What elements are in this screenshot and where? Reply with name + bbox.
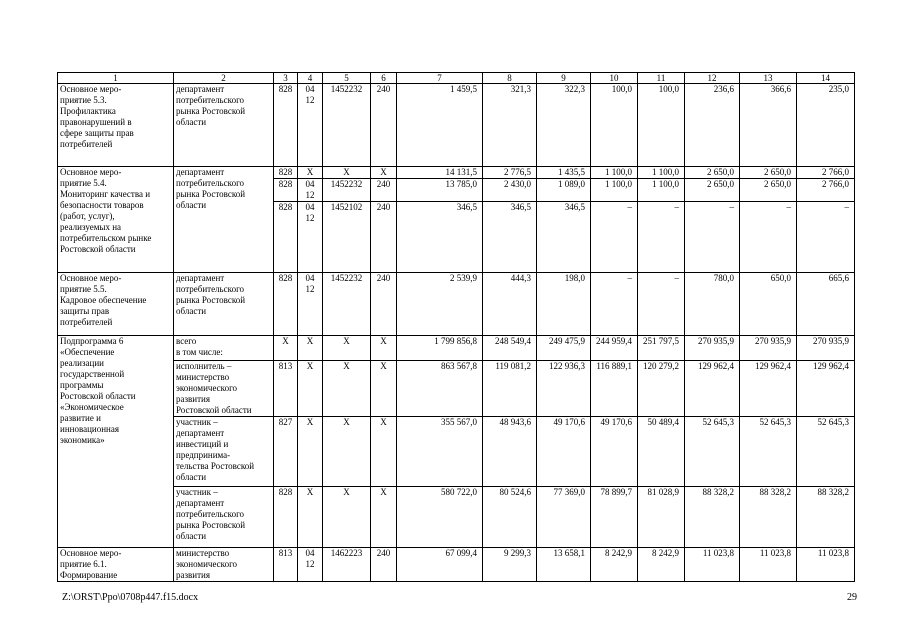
grbs-code-cell: 828 xyxy=(274,179,298,202)
grbs-code-cell: 827 xyxy=(274,417,298,487)
amount-cell: 120 279,2 xyxy=(638,361,685,417)
amount-cell: – xyxy=(685,202,740,273)
expense-type-cell: 240 xyxy=(371,273,397,336)
column-header: 6 xyxy=(371,73,397,84)
amount-cell: 100,0 xyxy=(638,84,685,167)
section-code-cell: 04 12 xyxy=(298,548,323,582)
column-header: 5 xyxy=(323,73,371,84)
amount-cell: 1 089,0 xyxy=(537,179,591,202)
target-code-cell: Х xyxy=(323,336,371,361)
target-code-cell: Х xyxy=(323,361,371,417)
grbs-code-cell: 828 xyxy=(274,84,298,167)
section-code-cell: 04 12 xyxy=(298,273,323,336)
amount-cell: 129 962,4 xyxy=(797,361,855,417)
amount-cell: 52 645,3 xyxy=(685,417,740,487)
expense-type-cell: 240 xyxy=(371,179,397,202)
amount-cell: 346,5 xyxy=(537,202,591,273)
amount-cell: 2 766,0 xyxy=(797,179,855,202)
amount-cell: 1 435,5 xyxy=(537,167,591,179)
target-code-cell: 1452102 xyxy=(323,202,371,273)
amount-cell: – xyxy=(638,273,685,336)
header-row xyxy=(58,73,855,84)
amount-cell: 78 899,7 xyxy=(591,487,638,548)
expense-type-cell: Х xyxy=(371,487,397,548)
amount-cell: 50 489,4 xyxy=(638,417,685,487)
amount-cell: – xyxy=(638,202,685,273)
expense-type-cell: Х xyxy=(371,417,397,487)
table-row xyxy=(58,273,855,336)
amount-cell: 129 962,4 xyxy=(740,361,797,417)
amount-cell: 77 369,0 xyxy=(537,487,591,548)
amount-cell: 8 242,9 xyxy=(591,548,638,582)
executor-cell: всего в том числе: xyxy=(174,336,274,361)
column-header: 3 xyxy=(274,73,298,84)
table-row xyxy=(58,487,855,548)
amount-cell: 665,6 xyxy=(797,273,855,336)
amount-cell: 2 776,5 xyxy=(483,167,537,179)
amount-cell: 270 935,9 xyxy=(685,336,740,361)
column-header: 8 xyxy=(483,73,537,84)
amount-cell: 122 936,3 xyxy=(537,361,591,417)
column-header: 1 xyxy=(58,73,174,84)
amount-cell: 52 645,3 xyxy=(740,417,797,487)
section-code-cell: Х xyxy=(298,336,323,361)
amount-cell: 67 099,4 xyxy=(397,548,483,582)
amount-cell: 2 539,9 xyxy=(397,273,483,336)
section-code-cell: 04 12 xyxy=(298,84,323,167)
amount-cell: 88 328,2 xyxy=(685,487,740,548)
executor-cell: департамент потребительского рынка Ростовской области xyxy=(174,167,274,273)
amount-cell: 236,6 xyxy=(685,84,740,167)
amount-cell: 780,0 xyxy=(685,273,740,336)
amount-cell: 321,3 xyxy=(483,84,537,167)
table-row xyxy=(58,84,855,167)
amount-cell: 2 650,0 xyxy=(685,179,740,202)
amount-cell: 244 959,4 xyxy=(591,336,638,361)
executor-cell: министерство экономического развития xyxy=(174,548,274,582)
amount-cell: 9 299,3 xyxy=(483,548,537,582)
amount-cell: – xyxy=(797,202,855,273)
executor-cell: участник – департамент потребительского рынка Ростовской области xyxy=(174,487,274,548)
amount-cell: 11 023,8 xyxy=(740,548,797,582)
page-number: 29 xyxy=(847,592,857,603)
target-code-cell: 1452232 xyxy=(323,84,371,167)
amount-cell: 251 797,5 xyxy=(638,336,685,361)
amount-cell: 580 722,0 xyxy=(397,487,483,548)
target-code-cell: Х xyxy=(323,417,371,487)
amount-cell: 116 889,1 xyxy=(591,361,638,417)
amount-cell: – xyxy=(740,202,797,273)
amount-cell: 355 567,0 xyxy=(397,417,483,487)
amount-cell: 270 935,9 xyxy=(740,336,797,361)
amount-cell: 346,5 xyxy=(483,202,537,273)
amount-cell: 129 962,4 xyxy=(685,361,740,417)
section-code-cell: Х xyxy=(298,417,323,487)
column-header: 9 xyxy=(537,73,591,84)
target-code-cell: 1452232 xyxy=(323,179,371,202)
amount-cell: 81 028,9 xyxy=(638,487,685,548)
activity-name-cell: Основное меро- приятие 5.4. Мониторинг качества и безопасности товаров (работ, услуг), реализуемых на потребительском рынке Ростовской области xyxy=(58,167,174,273)
amount-cell: 1 100,0 xyxy=(638,179,685,202)
grbs-code-cell: 828 xyxy=(274,202,298,273)
activity-name-cell: Основное меро- приятие 6.1. Формирование xyxy=(58,548,174,582)
executor-cell: департамент потребительского рынка Ростовской области xyxy=(174,84,274,167)
amount-cell: 366,6 xyxy=(740,84,797,167)
amount-cell: 13 785,0 xyxy=(397,179,483,202)
amount-cell: 13 658,1 xyxy=(537,548,591,582)
column-header: 11 xyxy=(638,73,685,84)
section-code-cell: Х xyxy=(298,167,323,179)
table-row xyxy=(58,336,855,361)
executor-cell: исполнитель – министерство экономического развития Ростовской области xyxy=(174,361,274,417)
expense-type-cell: Х xyxy=(371,336,397,361)
amount-cell: 444,3 xyxy=(483,273,537,336)
amount-cell: 650,0 xyxy=(740,273,797,336)
expense-type-cell: 240 xyxy=(371,548,397,582)
grbs-code-cell: 828 xyxy=(274,273,298,336)
amount-cell: 2 650,0 xyxy=(740,179,797,202)
column-header: 10 xyxy=(591,73,638,84)
expense-type-cell: 240 xyxy=(371,84,397,167)
amount-cell: 322,3 xyxy=(537,84,591,167)
amount-cell: 2 430,0 xyxy=(483,179,537,202)
amount-cell: – xyxy=(591,273,638,336)
grbs-code-cell: 813 xyxy=(274,548,298,582)
amount-cell: 2 650,0 xyxy=(685,167,740,179)
amount-cell: 198,0 xyxy=(537,273,591,336)
amount-cell: 270 935,9 xyxy=(797,336,855,361)
amount-cell: 2 650,0 xyxy=(740,167,797,179)
section-code-cell: Х xyxy=(298,361,323,417)
column-header: 14 xyxy=(797,73,855,84)
amount-cell: 346,5 xyxy=(397,202,483,273)
column-header: 2 xyxy=(174,73,274,84)
expense-type-cell: 240 xyxy=(371,202,397,273)
expense-type-cell: Х xyxy=(371,361,397,417)
target-code-cell: Х xyxy=(323,487,371,548)
amount-cell: 249 475,9 xyxy=(537,336,591,361)
section-code-cell: 04 12 xyxy=(298,202,323,273)
amount-cell: 11 023,8 xyxy=(797,548,855,582)
amount-cell: 248 549,4 xyxy=(483,336,537,361)
grbs-code-cell: 828 xyxy=(274,487,298,548)
amount-cell: 100,0 xyxy=(591,84,638,167)
amount-cell: 1 100,0 xyxy=(591,179,638,202)
target-code-cell: 1462223 xyxy=(323,548,371,582)
activity-name-cell: Подпрограмма 6 «Обеспечение реализации государственной программы Ростовской области «Экономическое развитие и инновационная экономика» xyxy=(58,336,174,548)
table-row xyxy=(58,167,855,179)
section-code-cell: Х xyxy=(298,487,323,548)
expense-type-cell: Х xyxy=(371,167,397,179)
table-row xyxy=(58,361,855,417)
column-header: 7 xyxy=(397,73,483,84)
amount-cell: 2 766,0 xyxy=(797,167,855,179)
column-header: 13 xyxy=(740,73,797,84)
amount-cell: 11 023,8 xyxy=(685,548,740,582)
column-header: 4 xyxy=(298,73,323,84)
amount-cell: 863 567,8 xyxy=(397,361,483,417)
target-code-cell: Х xyxy=(323,167,371,179)
amount-cell: 48 943,6 xyxy=(483,417,537,487)
amount-cell: 49 170,6 xyxy=(537,417,591,487)
grbs-code-cell: 813 xyxy=(274,361,298,417)
amount-cell: 88 328,2 xyxy=(740,487,797,548)
amount-cell: 14 131,5 xyxy=(397,167,483,179)
amount-cell: 119 081,2 xyxy=(483,361,537,417)
executor-cell: участник – департамент инвестиций и предпринима- тельства Ростовской области xyxy=(174,417,274,487)
activity-name-cell: Основное меро- приятие 5.3. Профилактика правонарушений в сфере защиты прав потребителей xyxy=(58,84,174,167)
column-header: 12 xyxy=(685,73,740,84)
target-code-cell: 1452232 xyxy=(323,273,371,336)
table-body xyxy=(58,84,855,582)
table-row xyxy=(58,417,855,487)
budget-table-sheet xyxy=(57,72,854,582)
amount-cell: 8 242,9 xyxy=(638,548,685,582)
amount-cell: 1 100,0 xyxy=(591,167,638,179)
section-code-cell: 04 12 xyxy=(298,179,323,202)
amount-cell: 88 328,2 xyxy=(797,487,855,548)
amount-cell: 1 100,0 xyxy=(638,167,685,179)
budget-table xyxy=(57,72,855,582)
amount-cell: 1 459,5 xyxy=(397,84,483,167)
executor-cell: департамент потребительского рынка Ростовской области xyxy=(174,273,274,336)
file-path-footer: Z:\ORST\Ppo\0708p447.f15.docx xyxy=(62,592,199,603)
grbs-code-cell: Х xyxy=(274,336,298,361)
activity-name-cell: Основное меро- приятие 5.5. Кадровое обеспечение защиты прав потребителей xyxy=(58,273,174,336)
grbs-code-cell: 828 xyxy=(274,167,298,179)
amount-cell: 49 170,6 xyxy=(591,417,638,487)
amount-cell: 1 799 856,8 xyxy=(397,336,483,361)
amount-cell: – xyxy=(591,202,638,273)
table-row xyxy=(58,548,855,582)
amount-cell: 235,0 xyxy=(797,84,855,167)
amount-cell: 80 524,6 xyxy=(483,487,537,548)
amount-cell: 52 645,3 xyxy=(797,417,855,487)
